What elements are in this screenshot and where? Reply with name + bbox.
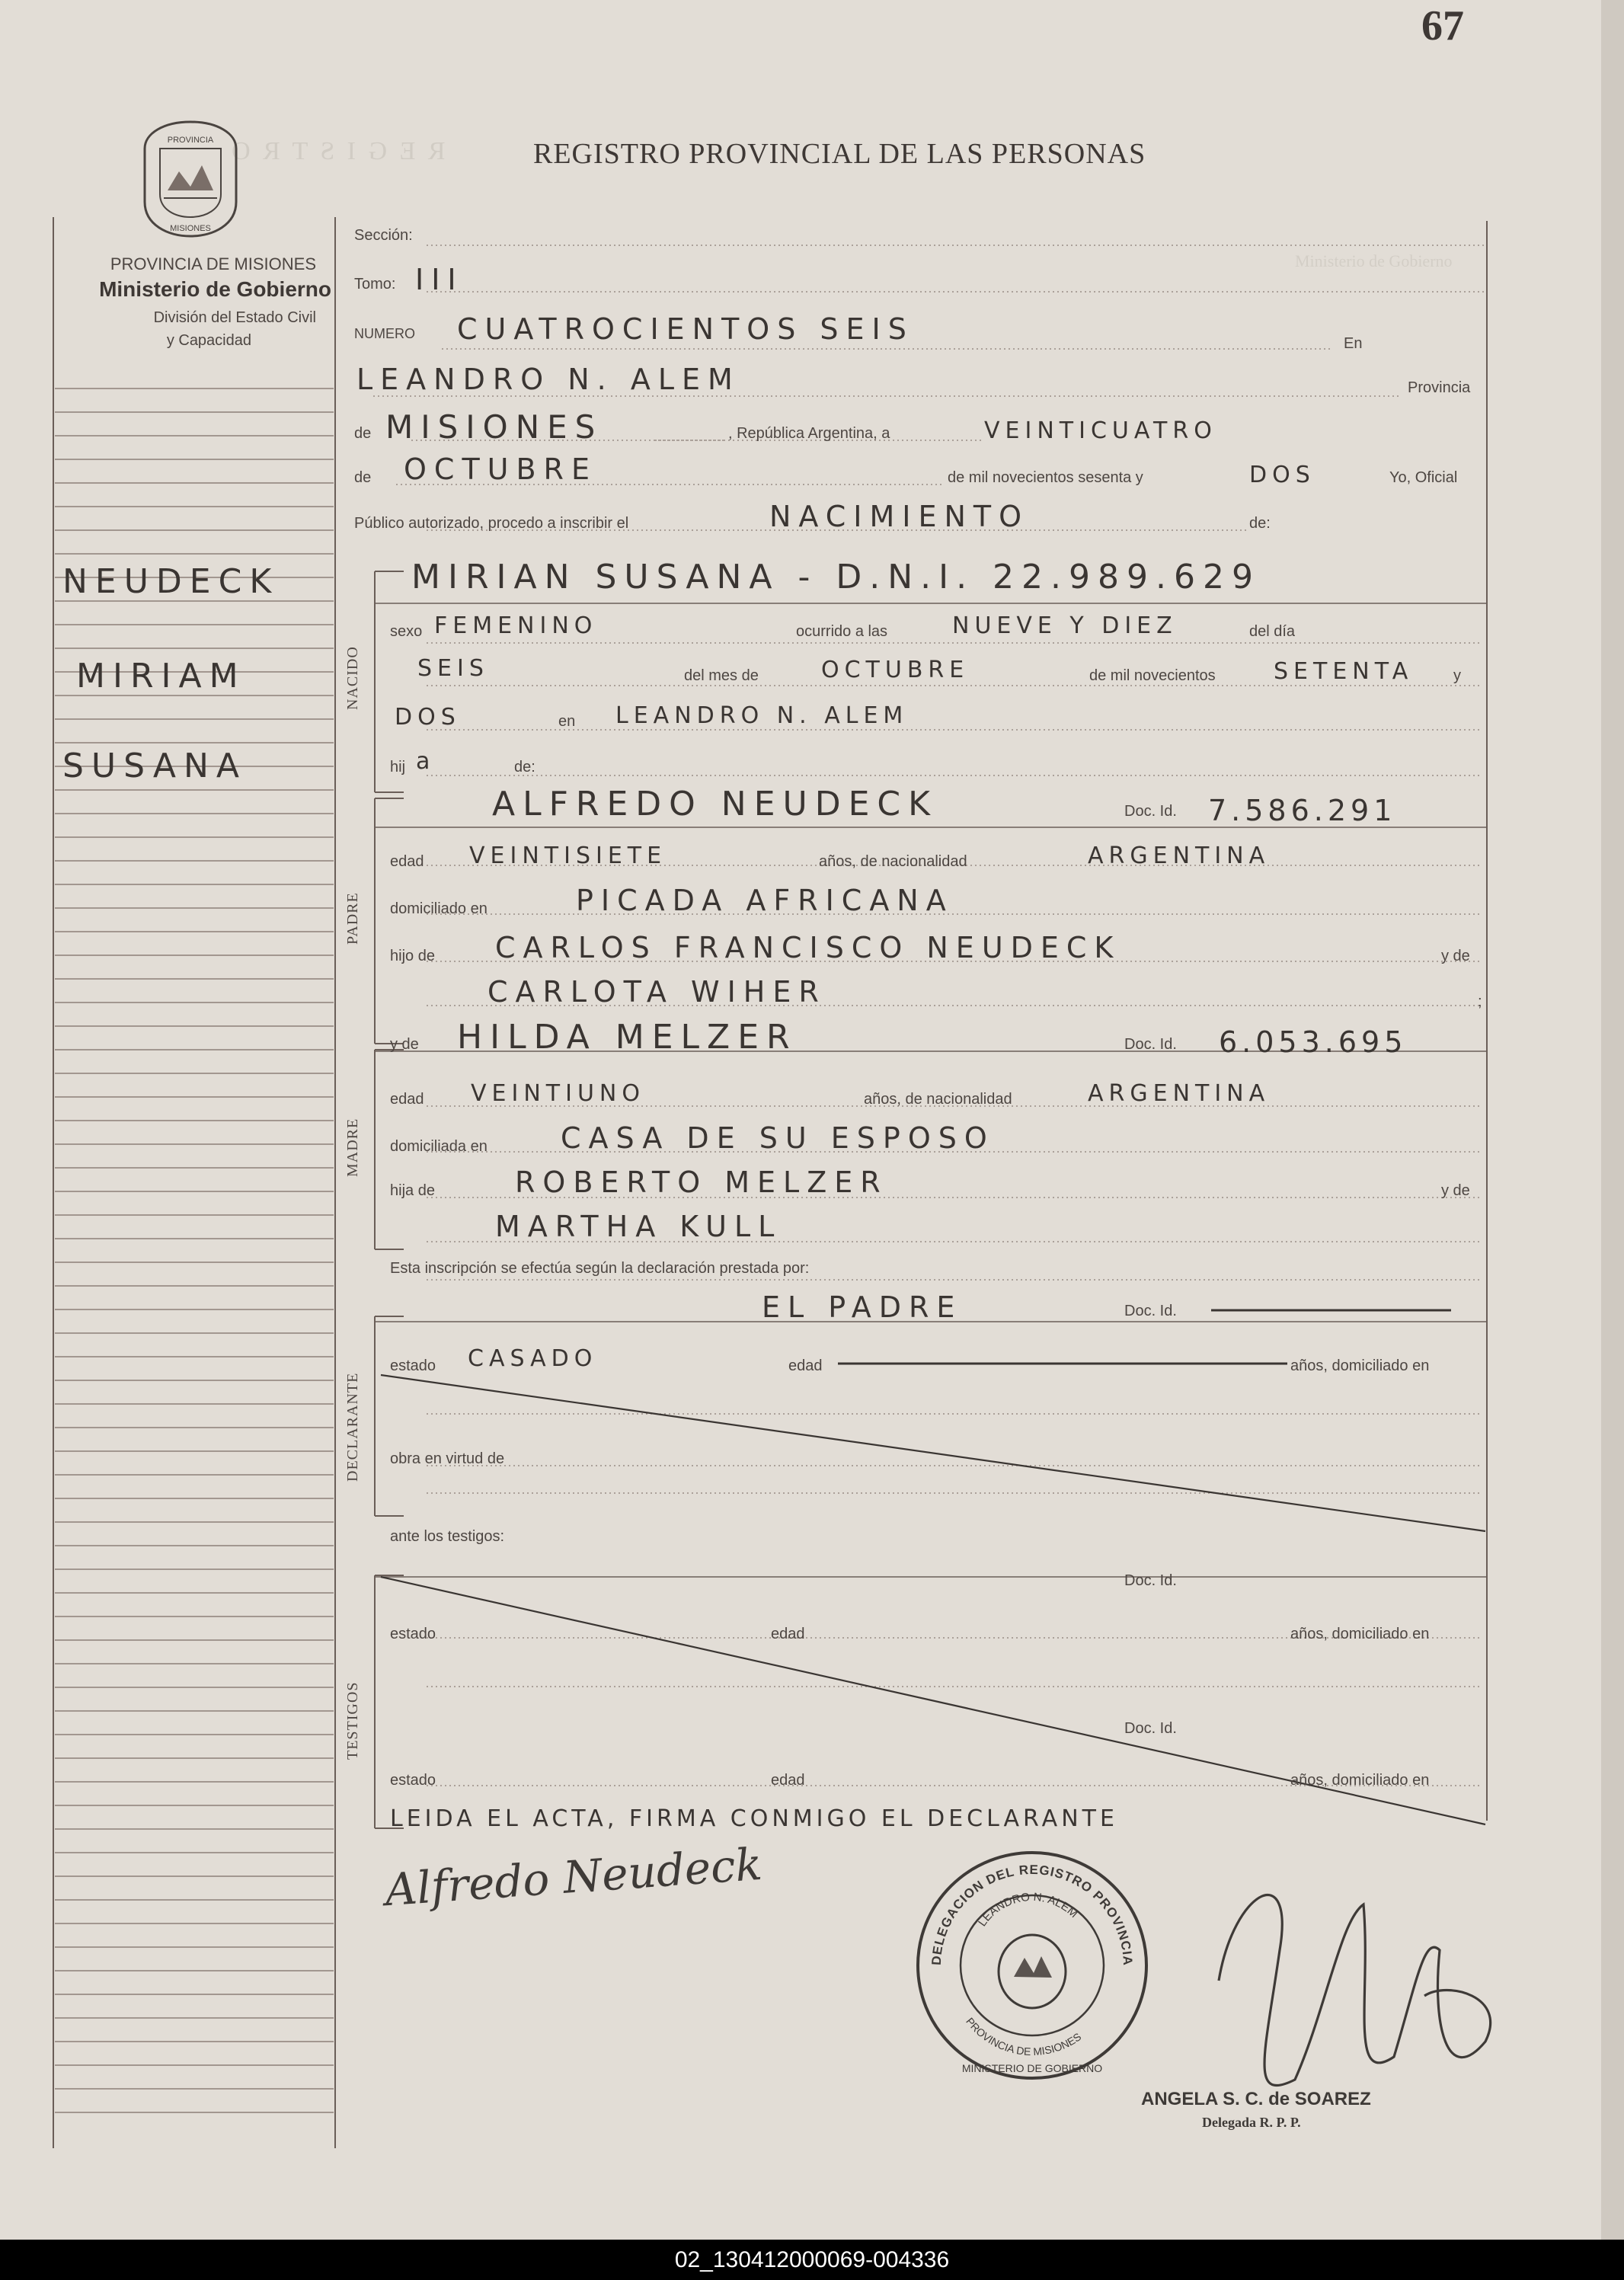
label-testigo2-doc: Doc. Id.: [1124, 1720, 1177, 1737]
label-padre-y-de: y de: [1441, 948, 1470, 964]
value-anio-nac-2: DOS: [395, 704, 461, 731]
value-provincia: MISIONES: [385, 408, 603, 446]
label-declarante-edad: edad: [788, 1357, 823, 1374]
document-page: R E G I S T R O Ministerio de Gobierno 67 REGISTRO PROVINCIAL DE LAS PERSONAS PROVINCIA MISIONES PROVINCIA DE MISIONES Ministerio de Gobierno División del Estado Civil y Capacidad NEUDECK MIRIAM SUSANA NACIDO PADRE MADRE DECLARANTE TESTIGOS Sección: Tomo: III NUMERO CUATROCIENTOS SEIS En LEANDRO N. ALEM Provincia de MISIONES , República Argentina, a VEINTICUATRO de OCTUBRE de mil novecientos sesenta y DOS Yo, Oficial Público autorizado, procedo a inscribir el NACIMIENTO de: MIRIAN SUSANA - D.N.I. 22.989.629 sexo FEMENINO ocurrido a las NUEVE Y DIEZ del día SEIS del mes de OCTUBRE de mil novecientos SETENTA y DOS en LEANDRO N. ALEM hij a de: ALFREDO NEUDECK Doc. Id. 7.586.291 edad VEINTISIETE años, de nacionalidad ARGENTINA domiciliado en PICADA AFRICANA hijo de CARLOS FRANCISCO NEUDECK y de CARLOTA WIHER ; y de HILDA MELZER Doc. Id. 6.053.695 edad VEINTIUNO años, de nacionalidad ARGENTINA domiciliada en CASA DE SU ESPOSO hija de ROBERTO MELZER y de MARTHA KULL Esta inscripción se efectúa según la declaración prestada por: EL PADRE Doc. Id. estado CASADO edad años, domiciliado en obra en virtud de ante los testigos: Doc. Id. estado edad años, domiciliado en Doc. Id. estado edad años, domiciliado en LEIDA EL ACTA, FIRMA CONMIGO EL DECLARANTE Alfredo Neudeck DELEGACION DEL REGISTRO PROVINCIA LEANDRO N. ALEM PROVINCIA DE MISIONES MINISTERIO DE GOBIERNO ANGELA S. C. de SOAREZ Delegada R. P. P.: [0, 0, 1624, 2240]
label-y: y: [1453, 667, 1461, 684]
label-madre-domicilio: domiciliada en: [390, 1138, 488, 1155]
label-ante-testigos: ante los testigos:: [390, 1528, 505, 1545]
label-testigo1-edad: edad: [771, 1626, 805, 1642]
value-dia-inscripcion: VEINTICUATRO: [984, 417, 1217, 444]
label-del-mes: del mes de: [684, 667, 759, 684]
value-hora: NUEVE Y DIEZ: [952, 612, 1178, 639]
official-signature: [1219, 1895, 1491, 2086]
value-padre-nombre: ALFREDO NEUDECK: [492, 785, 938, 823]
value-declarante-estado: CASADO: [468, 1345, 598, 1372]
label-sexo: sexo: [390, 623, 423, 640]
value-madre-domicilio: CASA DE SU ESPOSO: [561, 1121, 995, 1155]
label-madre-nacionalidad: años, de nacionalidad: [864, 1091, 1012, 1108]
label-tomo: Tomo:: [354, 276, 396, 293]
value-mes-nac: OCTUBRE: [821, 657, 970, 683]
label-hijo-de: hijo de: [390, 948, 435, 964]
label-testigo2-domicilio: años, domiciliado en: [1290, 1772, 1430, 1789]
margin-second-name: SUSANA: [62, 747, 247, 785]
declarant-signature: Alfredo Neudeck: [383, 1837, 764, 1917]
svg-text:PROVINCIA DE MISIONES: PROVINCIA DE MISIONES: [964, 2015, 1084, 2058]
value-madre-doc: 6.053.695: [1219, 1025, 1408, 1059]
label-testigo2-edad: edad: [771, 1772, 805, 1789]
label-madre-doc: Doc. Id.: [1124, 1036, 1177, 1053]
value-hij-suffix: a: [416, 748, 436, 775]
side-label-testigos: TESTIGOS: [344, 1681, 361, 1760]
scan-id-footer: 02_130412000069-004336: [0, 2240, 1624, 2280]
label-testigo1-estado: estado: [390, 1626, 436, 1642]
label-madre-y-de: y de: [390, 1036, 419, 1053]
side-label-declarante: DECLARANTE: [344, 1372, 361, 1482]
label-ocurrido: ocurrido a las: [796, 623, 888, 640]
label-hija-de: hija de: [390, 1182, 435, 1199]
margin-surname: NEUDECK: [62, 562, 280, 601]
label-declarante-estado: estado: [390, 1357, 436, 1374]
label-hij: hij: [390, 759, 406, 775]
side-label-padre: PADRE: [344, 892, 361, 945]
value-lugar-nac: LEANDRO N. ALEM: [615, 702, 909, 729]
label-obra: obra en virtud de: [390, 1450, 505, 1467]
value-nacido-nombre: MIRIAN SUSANA - D.N.I. 22.989.629: [411, 558, 1261, 596]
margin-first-name: MIRIAM: [76, 657, 246, 696]
value-anio-nac-1: SETENTA: [1274, 658, 1414, 685]
label-testigo1-domicilio: años, domiciliado en: [1290, 1626, 1430, 1642]
label-seccion: Sección:: [354, 227, 413, 244]
value-padre-madre: CARLOTA WIHER: [488, 975, 826, 1009]
label-declarante-domicilio: años, domiciliado en: [1290, 1357, 1430, 1374]
label-publico: Público autorizado, procedo a inscribir el: [354, 515, 629, 532]
label-padre-doc: Doc. Id.: [1124, 803, 1177, 820]
label-de-colon-2: de:: [514, 759, 535, 775]
value-tomo: III: [415, 263, 464, 296]
label-testigo2-estado: estado: [390, 1772, 436, 1789]
value-tipo-acta: NACIMIENTO: [769, 500, 1030, 533]
value-closing: LEIDA EL ACTA, FIRMA CONMIGO EL DECLARANTE: [390, 1805, 1118, 1832]
label-de-provincia: de: [354, 425, 372, 442]
value-anio-inscripcion: DOS: [1249, 462, 1316, 488]
value-madre-padre: ROBERTO MELZER: [515, 1166, 888, 1199]
svg-text:PROVINCIA: PROVINCIA: [167, 136, 214, 145]
side-label-madre: MADRE: [344, 1118, 361, 1177]
value-padre-padre: CARLOS FRANCISCO NEUDECK: [495, 931, 1121, 964]
value-madre-edad: VEINTIUNO: [471, 1080, 645, 1107]
label-numero: NUMERO: [354, 326, 415, 341]
svg-text:LEANDRO N. ALEM: LEANDRO N. ALEM: [976, 1890, 1081, 1930]
label-de-mil-nov: de mil novecientos: [1089, 667, 1216, 684]
value-padre-nacionalidad: ARGENTINA: [1088, 843, 1271, 869]
label-provincia: Provincia: [1408, 379, 1471, 396]
svg-text:DELEGACION DEL REGISTRO PROVIN: DELEGACION DEL REGISTRO PROVINCIA: [929, 1862, 1136, 1967]
province-name: PROVINCIA DE MISIONES: [110, 254, 316, 273]
value-declarante: EL PADRE: [762, 1290, 963, 1324]
label-de-colon: de:: [1249, 515, 1271, 532]
label-del-dia: del día: [1249, 623, 1296, 640]
label-de-mes: de: [354, 469, 372, 486]
page-number: 67: [1421, 2, 1464, 50]
value-dia-nac: SEIS: [417, 655, 489, 682]
svg-text:MINISTERIO DE GOBIERNO: MINISTERIO DE GOBIERNO: [961, 2062, 1103, 2074]
value-padre-doc: 7.586.291: [1208, 794, 1397, 827]
province-emblem: [137, 118, 244, 244]
label-testigo1-doc: Doc. Id.: [1124, 1572, 1177, 1589]
division-line2: y Capacidad: [166, 332, 251, 349]
label-de-mil-sesenta: de mil novecientos sesenta y: [948, 469, 1143, 486]
label-en: En: [1344, 335, 1363, 352]
label-declaracion: Esta inscripción se efectúa según la declaración prestada por:: [390, 1260, 810, 1277]
side-label-nacido: NACIDO: [344, 646, 361, 710]
value-numero: CUATROCIENTOS SEIS: [457, 312, 914, 346]
value-madre-madre: MARTHA KULL: [495, 1210, 782, 1243]
label-republica: , República Argentina, a: [728, 425, 890, 442]
value-padre-domicilio: PICADA AFRICANA: [576, 884, 954, 917]
official-name: ANGELA S. C. de SOAREZ: [1141, 2089, 1371, 2109]
label-padre-nacionalidad: años, de nacionalidad: [819, 853, 967, 870]
label-yo-oficial: Yo, Oficial: [1389, 469, 1458, 486]
value-madre-nombre: HILDA MELZER: [457, 1018, 798, 1057]
label-madre-y-de-2: y de: [1441, 1182, 1470, 1199]
value-padre-edad: VEINTISIETE: [469, 843, 667, 869]
official-stamp: [910, 1844, 1154, 2091]
value-localidad: LEANDRO N. ALEM: [356, 363, 740, 396]
division-line1: División del Estado Civil: [153, 309, 316, 326]
page-title: REGISTRO PROVINCIAL DE LAS PERSONAS: [533, 138, 1146, 170]
ministry-name: Ministerio de Gobierno: [99, 277, 331, 301]
label-padre-edad: edad: [390, 853, 424, 870]
label-declarante-doc: Doc. Id.: [1124, 1303, 1177, 1319]
label-semicolon: ;: [1478, 993, 1482, 1010]
label-padre-domicilio: domiciliado en: [390, 900, 488, 917]
label-madre-edad: edad: [390, 1091, 424, 1108]
svg-text:MISIONES: MISIONES: [170, 224, 211, 233]
value-mes-inscripcion: OCTUBRE: [404, 452, 597, 486]
label-en-lugar: en: [558, 713, 576, 730]
official-title: Delegada R. P. P.: [1202, 2115, 1301, 2130]
value-madre-nacionalidad: ARGENTINA: [1088, 1080, 1271, 1107]
value-sexo: FEMENINO: [434, 612, 598, 639]
